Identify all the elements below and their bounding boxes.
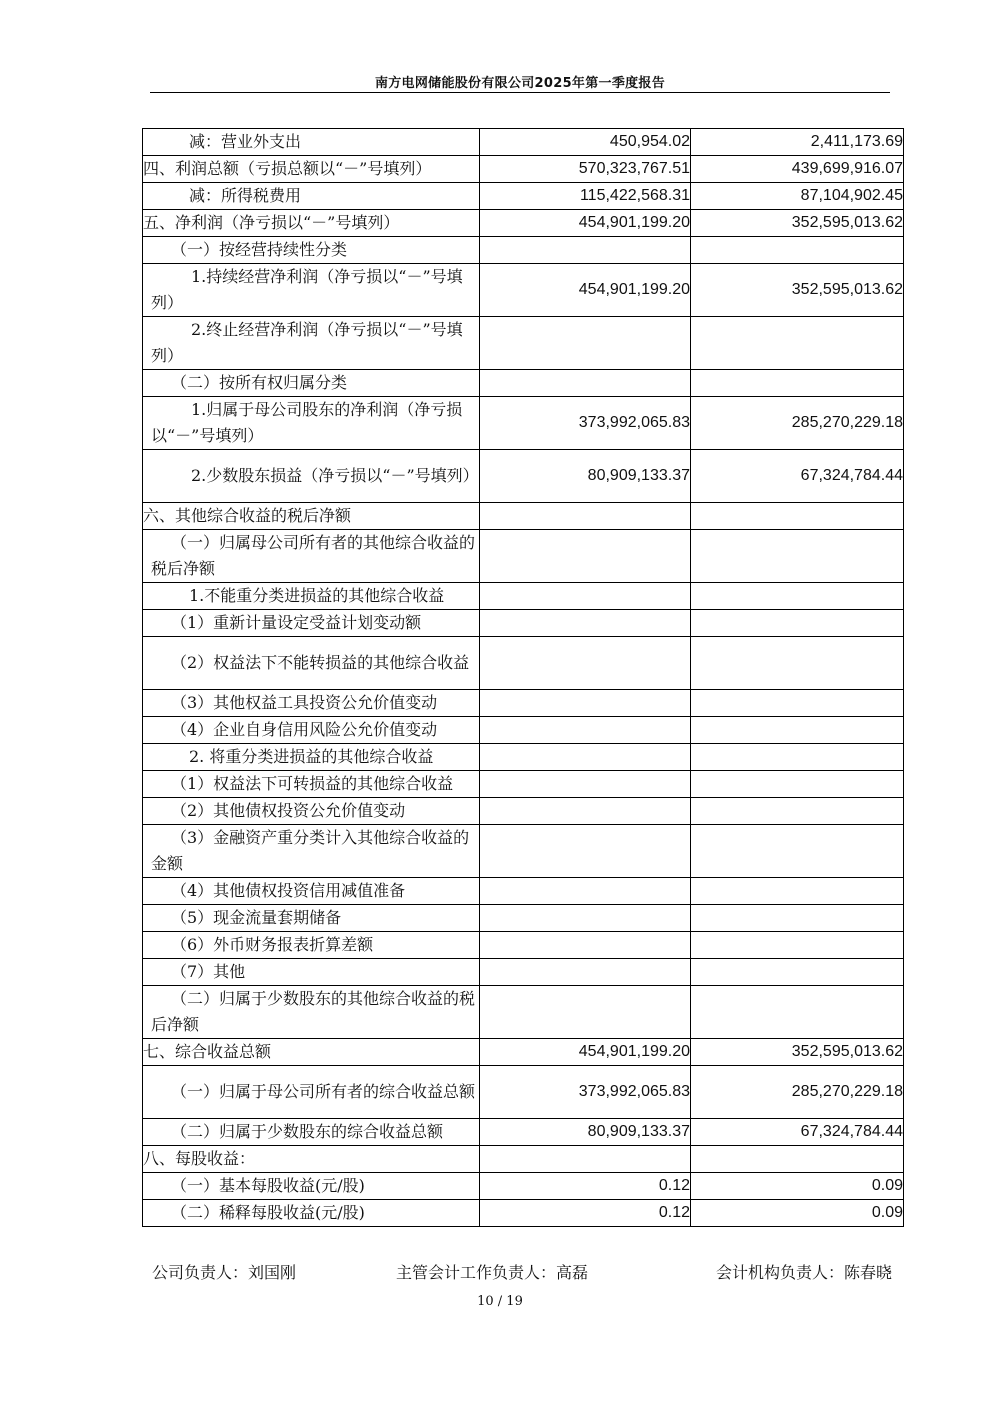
table-row <box>143 530 904 583</box>
row-label: （4）企业自身信用风险公允价值变动 <box>143 717 480 744</box>
current-period-value <box>480 503 691 530</box>
table-row <box>143 825 904 878</box>
table-row <box>143 450 904 503</box>
previous-period-value: 87,104,902.45 <box>691 183 904 210</box>
table-row <box>143 397 904 450</box>
row-label: （3）金融资产重分类计入其他综合收益的金额 <box>143 825 480 878</box>
row-label: （二）归属于少数股东的综合收益总额 <box>143 1119 480 1146</box>
table-row <box>143 370 904 397</box>
row-label: （5）现金流量套期储备 <box>143 905 480 932</box>
table-row <box>143 717 904 744</box>
current-period-value: 373,992,065.83 <box>480 1066 691 1119</box>
table-row <box>143 610 904 637</box>
page-number: 10 / 19 <box>477 1294 523 1309</box>
income-statement-table <box>142 128 904 1227</box>
table-row <box>143 210 904 237</box>
header-rule <box>150 92 890 93</box>
table-row <box>143 986 904 1039</box>
previous-period-value: 352,595,013.62 <box>691 210 904 237</box>
previous-period-value: 67,324,784.44 <box>691 1119 904 1146</box>
table-row <box>143 183 904 210</box>
row-label: （6）外币财务报表折算差额 <box>143 932 480 959</box>
current-period-value <box>480 905 691 932</box>
previous-period-value <box>691 878 904 905</box>
previous-period-value <box>691 317 904 370</box>
row-label: （二）归属于少数股东的其他综合收益的税后净额 <box>143 986 480 1039</box>
current-period-value <box>480 825 691 878</box>
previous-period-value: 0.09 <box>691 1173 904 1200</box>
table-row <box>143 156 904 183</box>
previous-period-value <box>691 690 904 717</box>
current-period-value: 80,909,133.37 <box>480 450 691 503</box>
row-label: （3）其他权益工具投资公允价值变动 <box>143 690 480 717</box>
table-row <box>143 503 904 530</box>
table-row <box>143 1066 904 1119</box>
previous-period-value <box>691 986 904 1039</box>
current-period-value <box>480 610 691 637</box>
current-period-value: 570,323,767.51 <box>480 156 691 183</box>
row-label: 1.归属于母公司股东的净利润（净亏损以“－”号填列） <box>143 397 480 450</box>
table-row <box>143 1200 904 1227</box>
current-period-value: 0.12 <box>480 1200 691 1227</box>
row-label: 五、净利润（净亏损以“－”号填列） <box>143 210 480 237</box>
row-label: （4）其他债权投资信用减值准备 <box>143 878 480 905</box>
row-label: （2）其他债权投资公允价值变动 <box>143 798 480 825</box>
table-row <box>143 637 904 690</box>
current-period-value <box>480 530 691 583</box>
row-label: （7）其他 <box>143 959 480 986</box>
table-row <box>143 1039 904 1066</box>
table-row <box>143 583 904 610</box>
previous-period-value: 352,595,013.62 <box>691 1039 904 1066</box>
previous-period-value <box>691 637 904 690</box>
previous-period-value: 0.09 <box>691 1200 904 1227</box>
previous-period-value <box>691 905 904 932</box>
current-period-value <box>480 986 691 1039</box>
current-period-value: 80,909,133.37 <box>480 1119 691 1146</box>
current-period-value <box>480 798 691 825</box>
current-period-value <box>480 370 691 397</box>
row-label: 七、综合收益总额 <box>143 1039 480 1066</box>
row-label: （1）权益法下可转损益的其他综合收益 <box>143 771 480 798</box>
row-label: （1）重新计量设定受益计划变动额 <box>143 610 480 637</box>
previous-period-value <box>691 959 904 986</box>
footer-accounting-head: 主管会计工作负责人：高磊 <box>396 1263 589 1282</box>
previous-period-value: 439,699,916.07 <box>691 156 904 183</box>
table-row <box>143 690 904 717</box>
row-label: 1.持续经营净利润（净亏损以“－”号填列） <box>143 264 480 317</box>
table-row <box>143 237 904 264</box>
current-period-value <box>480 690 691 717</box>
current-period-value: 450,954.02 <box>480 129 691 156</box>
table-row <box>143 1173 904 1200</box>
current-period-value <box>480 878 691 905</box>
row-label: 八、每股收益： <box>143 1146 480 1173</box>
row-label: （一）按经营持续性分类 <box>143 237 480 264</box>
row-label: 减：营业外支出 <box>143 129 480 156</box>
current-period-value: 115,422,568.31 <box>480 183 691 210</box>
row-label: 2.终止经营净利润（净亏损以“－”号填列） <box>143 317 480 370</box>
previous-period-value <box>691 717 904 744</box>
previous-period-value <box>691 932 904 959</box>
report-header-title: 南方电网储能股份有限公司2025年第一季度报告 <box>374 76 666 91</box>
previous-period-value: 2,411,173.69 <box>691 129 904 156</box>
previous-period-value <box>691 825 904 878</box>
footer-company-head: 公司负责人：刘国刚 <box>152 1263 297 1282</box>
row-label: 六、其他综合收益的税后净额 <box>143 503 480 530</box>
table-row <box>143 798 904 825</box>
previous-period-value <box>691 530 904 583</box>
previous-period-value <box>691 1146 904 1173</box>
previous-period-value <box>691 237 904 264</box>
row-label: （一）归属母公司所有者的其他综合收益的税后净额 <box>143 530 480 583</box>
current-period-value: 454,901,199.20 <box>480 1039 691 1066</box>
previous-period-value: 67,324,784.44 <box>691 450 904 503</box>
table-row <box>143 129 904 156</box>
row-label: （一）归属于母公司所有者的综合收益总额 <box>143 1066 480 1119</box>
row-label: 1.不能重分类进损益的其他综合收益 <box>143 583 480 610</box>
current-period-value <box>480 959 691 986</box>
previous-period-value <box>691 610 904 637</box>
current-period-value: 373,992,065.83 <box>480 397 691 450</box>
previous-period-value <box>691 798 904 825</box>
table-row <box>143 744 904 771</box>
previous-period-value <box>691 583 904 610</box>
row-label: 2. 将重分类进损益的其他综合收益 <box>143 744 480 771</box>
previous-period-value: 285,270,229.18 <box>691 397 904 450</box>
table-row <box>143 771 904 798</box>
current-period-value <box>480 932 691 959</box>
current-period-value <box>480 637 691 690</box>
table-row <box>143 1146 904 1173</box>
table-row <box>143 959 904 986</box>
table-row <box>143 878 904 905</box>
table-row <box>143 905 904 932</box>
row-label: （2）权益法下不能转损益的其他综合收益 <box>143 637 480 690</box>
previous-period-value <box>691 744 904 771</box>
table-row <box>143 932 904 959</box>
row-label: 减：所得税费用 <box>143 183 480 210</box>
row-label: （一）基本每股收益(元/股) <box>143 1173 480 1200</box>
table-row <box>143 1119 904 1146</box>
current-period-value <box>480 771 691 798</box>
current-period-value <box>480 1146 691 1173</box>
current-period-value <box>480 583 691 610</box>
previous-period-value <box>691 771 904 798</box>
current-period-value: 454,901,199.20 <box>480 264 691 317</box>
current-period-value <box>480 744 691 771</box>
row-label: （二）稀释每股收益(元/股) <box>143 1200 480 1227</box>
current-period-value: 0.12 <box>480 1173 691 1200</box>
current-period-value: 454,901,199.20 <box>480 210 691 237</box>
row-label: 2.少数股东损益（净亏损以“－”号填列） <box>143 450 480 503</box>
footer-accounting-dept-head: 会计机构负责人：陈春晓 <box>715 1263 892 1282</box>
previous-period-value <box>691 370 904 397</box>
current-period-value <box>480 717 691 744</box>
table-row <box>143 264 904 317</box>
row-label: 四、利润总额（亏损总额以“－”号填列） <box>143 156 480 183</box>
current-period-value <box>480 237 691 264</box>
row-label: （二）按所有权归属分类 <box>143 370 480 397</box>
current-period-value <box>480 317 691 370</box>
previous-period-value: 352,595,013.62 <box>691 264 904 317</box>
previous-period-value <box>691 503 904 530</box>
table-row <box>143 317 904 370</box>
previous-period-value: 285,270,229.18 <box>691 1066 904 1119</box>
